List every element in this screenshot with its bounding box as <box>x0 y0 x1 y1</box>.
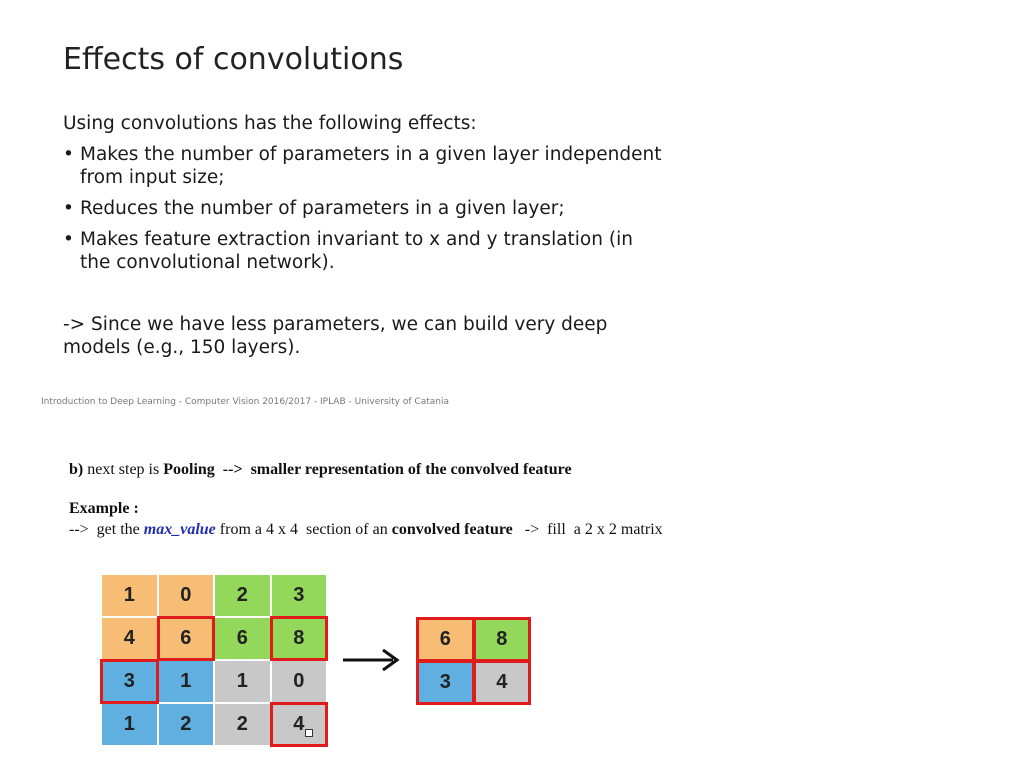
matrix-cell: 8 <box>474 618 531 661</box>
slide-footer: Introduction to Deep Learning - Computer Vision 2016/2017 - IPLAB - University of Catania <box>41 397 449 407</box>
bullet-list <box>63 143 663 282</box>
matrix-cell: 1 <box>158 660 215 703</box>
matrix-cell: 0 <box>158 574 215 617</box>
slide-title: Effects of convolutions <box>63 42 404 77</box>
right-arrow-icon <box>341 647 401 673</box>
pooling-note: b) next step is Pooling --> smaller representation of the convolved feature <box>69 461 572 478</box>
slide-conclusion: -> Since we have less parameters, we can build very deep models (e.g., 150 layers). <box>63 314 608 358</box>
matrix-cell: 0 <box>271 660 328 703</box>
bullet-item: • Reduces the number of parameters in a given layer; <box>63 198 565 219</box>
matrix-cell: 6 <box>158 617 215 660</box>
matrix-cell: 3 <box>417 661 474 704</box>
matrix-cell: 3 <box>271 574 328 617</box>
output-matrix <box>417 618 530 704</box>
example-label: Example : <box>69 500 139 517</box>
max-value-term: max_value <box>143 521 216 538</box>
bullet-dot: • <box>63 229 74 250</box>
matrix-cell: 1 <box>214 660 271 703</box>
slide-intro: Using convolutions has the following effects: <box>63 113 477 134</box>
matrix-cell: 2 <box>214 574 271 617</box>
bullet-dot: • <box>63 198 74 219</box>
matrix-cell: 3 <box>101 660 158 703</box>
matrix-cell: 4 <box>271 703 328 746</box>
input-matrix <box>101 574 327 746</box>
example-line: --> get the max_value from a 4 x 4 section of an convolved feature -> fill a 2 x 2 matrix <box>69 521 663 538</box>
matrix-cell: 2 <box>214 703 271 746</box>
bullet-item: • Makes feature extraction invariant to x and y translation (in the convolutional network). <box>63 229 633 273</box>
bullet-dot: • <box>63 144 74 165</box>
matrix-cell: 6 <box>214 617 271 660</box>
bullet-item: • Makes the number of parameters in a given layer independent from input size; <box>63 144 662 188</box>
matrix-cell: 4 <box>101 617 158 660</box>
matrix-cell: 1 <box>101 703 158 746</box>
matrix-cell: 8 <box>271 617 328 660</box>
resize-handle[interactable] <box>305 729 313 737</box>
matrix-cell: 6 <box>417 618 474 661</box>
matrix-cell: 1 <box>101 574 158 617</box>
matrix-cell: 4 <box>474 661 531 704</box>
matrix-cell: 2 <box>158 703 215 746</box>
